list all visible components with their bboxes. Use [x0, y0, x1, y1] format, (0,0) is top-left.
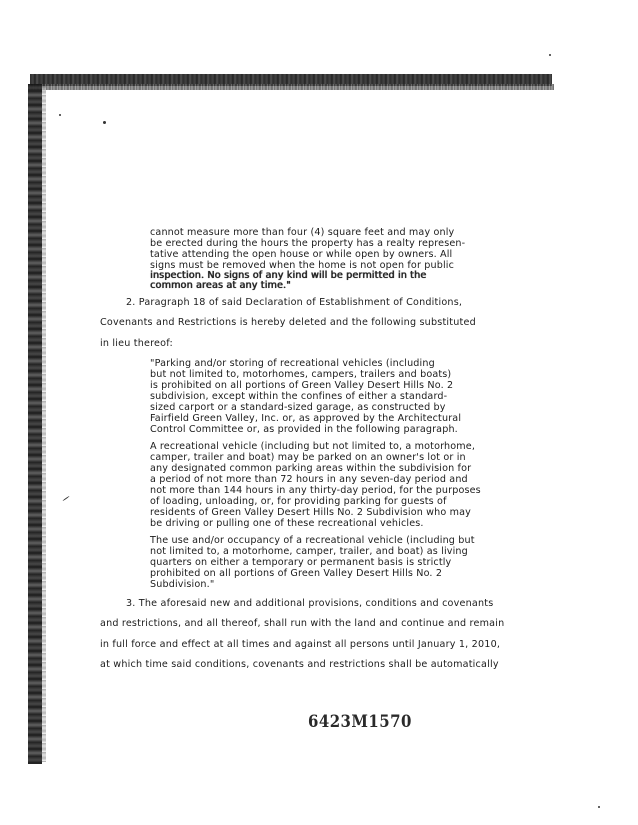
quote-1-line: subdivision, except within the confines of either a standard-	[150, 391, 448, 402]
quote-3-line: quarters on either a temporary or permanent basis is strictly	[150, 557, 452, 568]
quote-2-line: any designated common parking areas within the subdivision for	[150, 463, 472, 474]
scan-border-left	[28, 84, 42, 764]
quote-1-line: "Parking and/or storing of recreational vehicles (including	[150, 358, 435, 369]
scan-border-top-fade	[28, 84, 554, 90]
quote-1-line: Fairfield Green Valley, Inc. or, as approved by the Architectural	[150, 413, 462, 424]
quote-1-line: but not limited to, motorhomes, campers, trailers and boats)	[150, 369, 452, 380]
paragraph-3-line: 3. The aforesaid new and additional provisions, conditions and covenants	[126, 598, 494, 609]
paragraph-2-line: Covenants and Restrictions is hereby deleted and the following substituted	[100, 317, 476, 328]
continued-text-line: tative attending the open house or while open by owners. All	[150, 249, 453, 260]
quote-3-line: The use and/or occupancy of a recreational vehicle (including but	[150, 535, 475, 546]
quote-2-line: A recreational vehicle (including but not limited to, a motorhome,	[150, 441, 476, 452]
quote-1-line: Control Committee or, as provided in the following paragraph.	[150, 424, 458, 435]
quote-3-line: not limited to, a motorhome, camper, trailer, and boat) as living	[150, 546, 468, 557]
paragraph-3-line: in full force and effect at all times and against all persons until January 1, 2010,	[100, 639, 501, 650]
continued-text-line: common areas at any time."	[150, 280, 291, 291]
quote-3-line: Subdivision."	[150, 579, 215, 590]
scan-speck	[598, 806, 600, 808]
scan-border-left-fade	[42, 86, 46, 762]
quote-1-line: is prohibited on all portions of Green Valley Desert Hills No. 2	[150, 380, 454, 391]
quote-2-line: be driving or pulling one of these recreational vehicles.	[150, 518, 424, 529]
continued-text-line: signs must be removed when the home is not open for public	[150, 260, 455, 271]
paragraph-2-line: 2. Paragraph 18 of said Declaration of Establishment of Conditions,	[126, 297, 463, 308]
paragraph-3-line: and restrictions, and all thereof, shall run with the land and continue and remain	[100, 618, 505, 629]
scan-speck	[59, 114, 61, 116]
scan-mark	[62, 496, 69, 501]
quote-2-line: not more than 144 hours in any thirty-day period, for the purposes	[150, 485, 481, 496]
quote-2-line: camper, trailer and boat) may be parked on an owner's lot or in	[150, 452, 466, 463]
document-number: 6423M1570	[308, 712, 412, 732]
scan-speck	[549, 54, 551, 56]
quote-2-line: a period of not more than 72 hours in any seven-day period and	[150, 474, 468, 485]
quote-3-line: prohibited on all portions of Green Valley Desert Hills No. 2	[150, 568, 443, 579]
quote-2-line: of loading, unloading, or, for providing parking for guests of	[150, 496, 447, 507]
continued-text-line: cannot measure more than four (4) square feet and may only	[150, 227, 455, 238]
quote-2-line: residents of Green Valley Desert Hills No. 2 Subdivision who may	[150, 507, 471, 518]
scan-speck	[103, 121, 106, 124]
continued-text-line: inspection. No signs of any kind will be permitted in the	[150, 270, 427, 281]
quote-1-line: sized carport or a standard-sized garage, as constructed by	[150, 402, 446, 413]
paragraph-2-line: in lieu thereof:	[100, 338, 173, 349]
paragraph-3-line: at which time said conditions, covenants and restrictions shall be automatically	[100, 659, 499, 670]
continued-text-line: be erected during the hours the property has a realty represen-	[150, 238, 466, 249]
